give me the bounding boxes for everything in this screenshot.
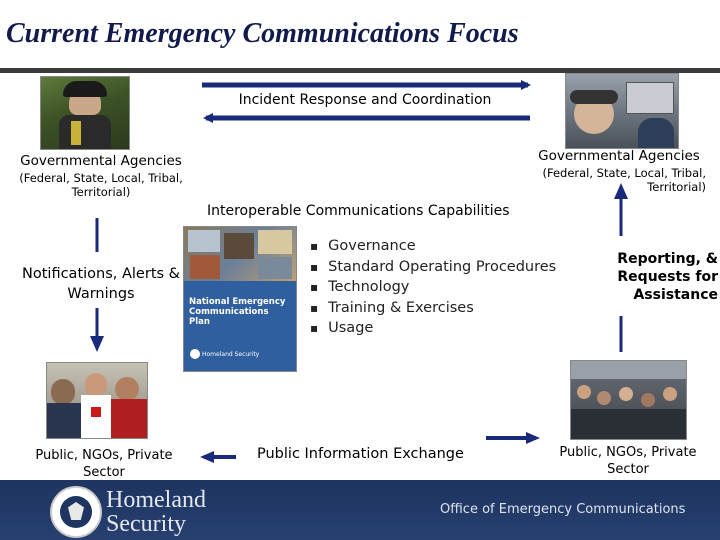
page-title: Current Emergency Communications Focus — [6, 18, 519, 49]
incident-response-arrow — [0, 0, 720, 130]
footer-brand-text: Homeland Security — [106, 487, 206, 537]
footer-office: Office of Emergency Communications — [440, 502, 686, 517]
plan-cover-seal-icon — [190, 349, 200, 359]
incident-response-label: Incident Response and Coordination — [238, 92, 492, 108]
list-item: ▪ Usage — [310, 318, 556, 339]
notifications-label: Notifications, Alerts & Warnings — [22, 266, 180, 302]
left-agencies-title: Governmental Agencies — [20, 153, 182, 169]
plan-cover-title: National Emergency Communications Plan — [189, 297, 286, 327]
bottom-left-label: Public, NGOs, Private Sector — [35, 448, 173, 480]
capabilities-list — [310, 236, 556, 339]
plan-cover — [183, 226, 297, 372]
footer-brand — [106, 488, 226, 536]
list-item: ▪ Governance — [310, 236, 556, 257]
bottom-right-label: Public, NGOs, Private Sector — [559, 445, 697, 477]
list-item: ▪ Technology — [310, 277, 556, 298]
right-agencies-subtitle: (Federal, State, Local, Tribal, Territorial) — [542, 166, 706, 194]
capabilities-heading: Interoperable Communications Capabilities — [207, 203, 510, 219]
public-info-label: Public Information Exchange — [257, 446, 464, 462]
trading-floor-photo — [570, 360, 687, 440]
right-agencies-title: Governmental Agencies — [538, 148, 700, 164]
public-crowd-photo — [46, 362, 148, 439]
plan-cover-brand: Homeland Security — [202, 351, 260, 358]
list-item: ▪ Standard Operating Procedures — [310, 257, 556, 278]
list-item: ▪ Training & Exercises — [310, 298, 556, 319]
dhs-seal-icon — [50, 486, 102, 538]
reporting-label: Reporting, & Requests for Assistance — [617, 251, 718, 303]
left-agencies-subtitle: (Federal, State, Local, Tribal, Territorial) — [19, 171, 183, 199]
